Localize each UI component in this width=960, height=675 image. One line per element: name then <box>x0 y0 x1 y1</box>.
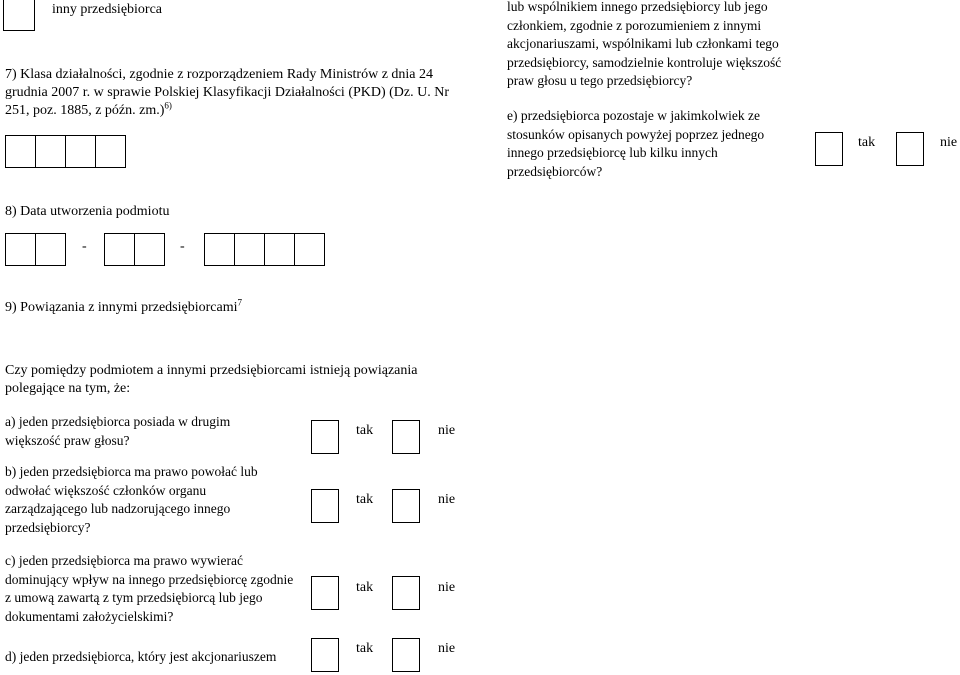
question-d-no-checkbox[interactable] <box>392 638 420 672</box>
pkd-cell-4[interactable] <box>95 135 126 168</box>
date-month-field[interactable] <box>104 233 166 266</box>
section9-title <box>5 299 242 317</box>
other-entrepreneur-checkbox[interactable] <box>3 0 35 31</box>
question-d-text: d) jeden przedsiębiorca, który jest akcjonariuszem <box>5 649 277 664</box>
question-e-text: e) przedsiębiorca pozostaje w jakimkolwiek ze stosunków opisanych powyżej poprzez jednego innego przedsiębiorcę lub kilku innych przedsiębiorców? <box>507 108 765 179</box>
question-d-continuation: lub wspólnikiem innego przedsiębiorcy lub jego członkiem, zgodnie z porozumieniem z innymi akcjonariuszami, wspólnikami lub członkami tego przedsiębiorcy, samodzielnie kontroluje większość praw głosu u tego przedsiębiorcy? <box>507 0 782 88</box>
pkd-cell-3[interactable] <box>65 135 96 168</box>
date-year-cell-1[interactable] <box>204 233 235 266</box>
section7-footnote: 6) <box>164 100 172 111</box>
question-a-no-label: nie <box>438 423 456 438</box>
date-day-field[interactable] <box>5 233 67 266</box>
question-a-no-checkbox[interactable] <box>392 420 420 454</box>
question-c-text: c) jeden przedsiębiorca ma prawo wywierać dominujący wpływ na innego przedsiębiorcę zgodnie z umową zawartą z tym przedsiębiorcą lub jego dokumentami założycielskimi? <box>5 553 294 624</box>
question-e-no-label: nie <box>940 135 958 150</box>
question-c-no-checkbox[interactable] <box>392 576 420 610</box>
question-b-yes-label: tak <box>356 492 374 507</box>
question-e-yes-label: tak <box>858 135 876 150</box>
section9-title-text: 9) Powiązania z innymi przedsiębiorcami <box>5 300 238 315</box>
question-d-yes-label: tak <box>356 641 374 656</box>
date-year-cell-3[interactable] <box>264 233 295 266</box>
pkd-code-field[interactable] <box>5 135 129 168</box>
question-d-no-label: nie <box>438 641 456 656</box>
section9-intro: Czy pomiędzy podmiotem a innymi przedsiębiorcami istnieją powiązania polegające na tym, że: <box>5 363 418 396</box>
section7-body: 7) Klasa działalności, zgodnie z rozporządzeniem Rady Ministrów z dnia 24 grudnia 2007 r. w sprawie Polskiej Klasyfikacji Działalności (PKD) (Dz. U. Nr 251, poz. 1885, z późn. zm.) <box>5 67 450 118</box>
date-day-cell-1[interactable] <box>5 233 36 266</box>
section7-text <box>5 66 455 120</box>
question-c-no-label: nie <box>438 580 456 595</box>
question-a-yes-label: tak <box>356 423 374 438</box>
section8-title: 8) Data utworzenia podmiotu <box>5 204 170 219</box>
other-entrepreneur-label: inny przedsiębiorca <box>52 2 163 17</box>
date-month-cell-1[interactable] <box>104 233 135 266</box>
question-b-no-checkbox[interactable] <box>392 489 420 523</box>
question-e-no-checkbox[interactable] <box>896 132 924 166</box>
date-separator-2: - <box>180 239 185 254</box>
question-b-no-label: nie <box>438 492 456 507</box>
date-month-cell-2[interactable] <box>134 233 165 266</box>
question-c-yes-checkbox[interactable] <box>311 576 339 610</box>
question-d-yes-checkbox[interactable] <box>311 638 339 672</box>
date-day-cell-2[interactable] <box>35 233 66 266</box>
date-year-cell-2[interactable] <box>234 233 265 266</box>
date-year-cell-4[interactable] <box>294 233 325 266</box>
pkd-cell-1[interactable] <box>5 135 36 168</box>
question-e-yes-checkbox[interactable] <box>815 132 843 166</box>
question-a-text: a) jeden przedsiębiorca posiada w drugim większość praw głosu? <box>5 414 231 448</box>
question-a-yes-checkbox[interactable] <box>311 420 339 454</box>
pkd-cell-2[interactable] <box>35 135 66 168</box>
section9-footnote: 7 <box>237 297 242 308</box>
question-c-yes-label: tak <box>356 580 374 595</box>
question-b-yes-checkbox[interactable] <box>311 489 339 523</box>
question-b-text: b) jeden przedsiębiorca ma prawo powołać lub odwołać większość członków organu zarządzającego lub nadzorującego innego przedsiębiorcy? <box>5 464 258 535</box>
date-year-field[interactable] <box>204 233 328 266</box>
date-separator-1: - <box>82 239 87 254</box>
